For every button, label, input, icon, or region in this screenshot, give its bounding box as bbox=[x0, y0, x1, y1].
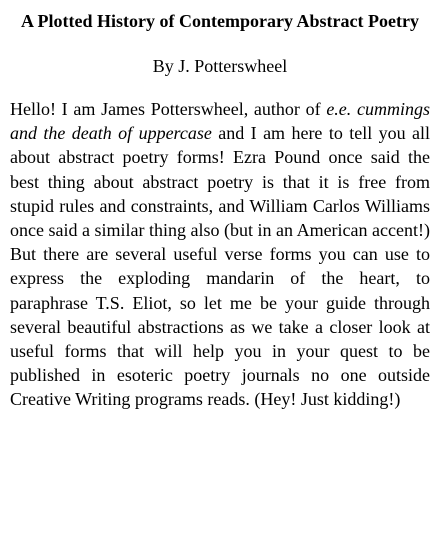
book-title: e.e. cummings and the death of uppercase bbox=[10, 99, 430, 144]
body-text-intro: Hello! I am James Potterswheel, author of bbox=[10, 99, 327, 119]
document-title: A Plotted History of Contemporary Abstract Poetry bbox=[21, 11, 419, 31]
body-paragraph bbox=[10, 97, 430, 412]
body-text-rest: and I am here to tell you all about abstract poetry forms! Ezra Pound once said the best thing about abstract poetry is that it is free from stupid rules and constraints, and William Carlos Williams once said a similar thing also (but in an American accent!) But there are several useful verse forms you can use to express the exploding mandarin of the heart, to paraphrase T.S. Eliot, so let me be your guide through several beautiful abstractions as we take a closer look at useful forms that will help you in your quest to be published in esoteric poetry journals no one outside Creative Writing programs reads. (Hey! Just kidding!) bbox=[10, 123, 430, 410]
author-byline: By J. Potterswheel bbox=[152, 56, 288, 76]
